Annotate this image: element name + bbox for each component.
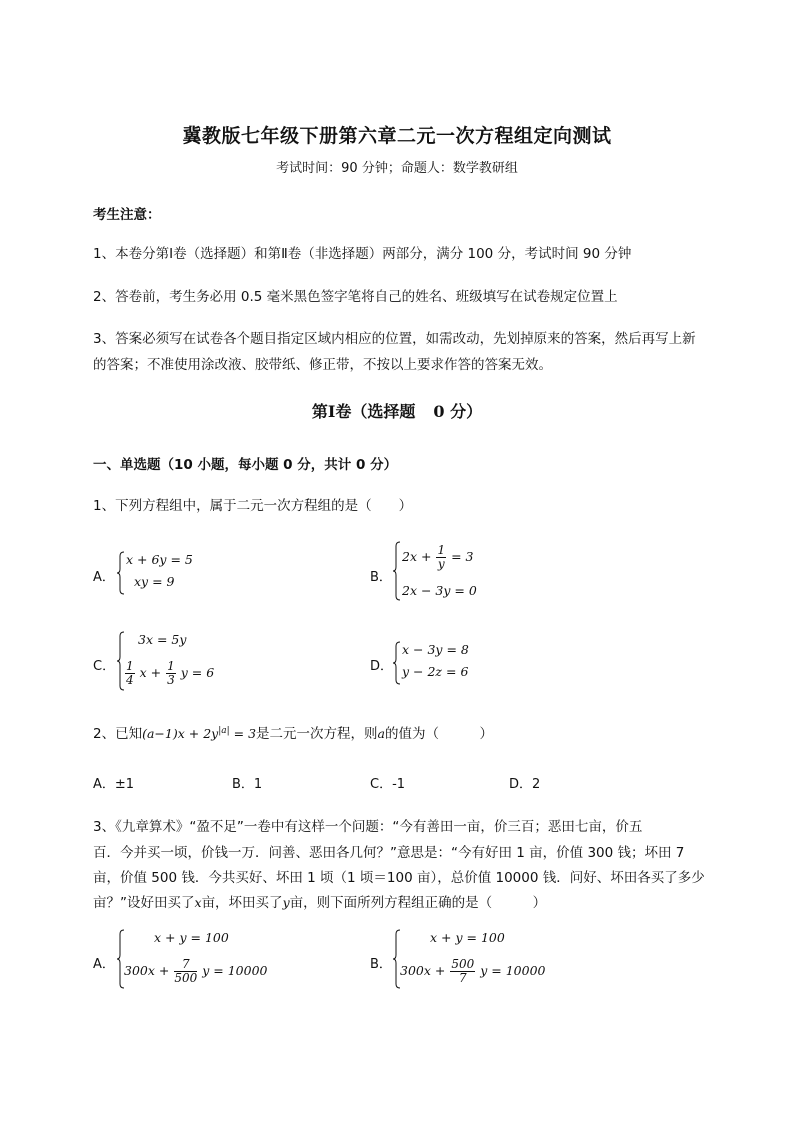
q3-stem-line-4 [93, 891, 546, 911]
q3-var-y: y [282, 895, 290, 910]
section-title-b: 0 分） [433, 402, 483, 421]
exam-info: 考试时间：90 分钟；命题人：数学教研组 [276, 161, 518, 176]
q2-equation [142, 726, 256, 741]
q3-a-eq-1: x + y = 100 [154, 930, 229, 945]
q3-option-b-system[interactable] [392, 928, 546, 990]
q1-b-eq-2: 2x − 3y = 0 [402, 583, 477, 598]
q3-a-frac-num: 7 [174, 958, 197, 972]
q1-option-b-system[interactable] [392, 540, 502, 602]
q3-var-x: x [194, 895, 202, 910]
q3-a-eq-2 [124, 958, 267, 985]
q3-b-eq-1: x + y = 100 [430, 930, 505, 945]
q1-c-frac2-den: 3 [167, 673, 175, 687]
q3-option-a-label[interactable]: A． [93, 957, 115, 972]
q2-exponent: |a| [218, 725, 230, 736]
q3-a-frac-den: 500 [174, 971, 198, 985]
q1-c-eq-2 [124, 660, 214, 687]
q1-c-eq-2-tail: y = 6 [180, 665, 215, 680]
q3-line4-lead: 亩？”设好田买了 [93, 895, 195, 911]
q3-line4-tail: 亩，则下面所列方程组正确的是（ ） [289, 895, 547, 911]
q1-c-eq-2-mid: x + [139, 665, 162, 680]
q1-b-fraction [436, 544, 446, 571]
part-heading: 一、单选题（10 小题，每小题 0 分，共计 0 分） [93, 457, 398, 473]
page-title: 冀教版七年级下册第六章二元一次方程组定向测试 [182, 125, 612, 147]
notice-item-3-line-2: 的答案；不准使用涂改液、胶带纸、修正带，不按以上要求作答的答案无效。 [93, 357, 552, 373]
q1-b-eq-1-lead: 2x + [402, 549, 432, 564]
q3-a-eq-2-tail: y = 10000 [202, 963, 268, 978]
q3-stem-line-1: 3、《九章算术》“盈不足”一卷中有这样一个问题：“今有善田一亩，价三百；恶田七亩，价五 [93, 819, 643, 835]
q1-c-frac1-den: 4 [126, 673, 134, 687]
q3-option-a-system[interactable] [116, 928, 266, 990]
q1-option-a-system[interactable] [116, 550, 216, 596]
q3-stem-line-2: 百．今并买一顷，价钱一万．问善、恶田各几何？”意思是：“今有好田 1 亩，价值 300 钱；坏田 7 [93, 845, 685, 861]
q1-a-eq-1: x + 6y = 5 [126, 552, 193, 567]
q1-option-c-label[interactable]: C． [93, 659, 116, 674]
q3-b-eq-2-tail: y = 10000 [480, 963, 546, 978]
q3-b-frac-den: 7 [458, 971, 467, 985]
q1-option-a-label[interactable]: A． [93, 570, 115, 585]
q2-variable: a [377, 726, 385, 741]
section-title [0, 399, 794, 422]
q3-b-frac-num: 500 [451, 957, 475, 971]
q3-b-eq-2 [400, 958, 545, 985]
brace-icon [116, 550, 126, 596]
notice-item-1: 1、本卷分第Ⅰ卷（选择题）和第Ⅱ卷（非选择题）两部分，满分 100 分，考试时间 90 分钟 [93, 246, 632, 262]
q2-option-c[interactable]: C．-1 [370, 777, 406, 792]
brace-icon [392, 640, 402, 686]
notice-heading: 考生注意： [93, 207, 161, 223]
q3-a-eq-2-lead: 300x + [124, 963, 170, 978]
q1-b-frac-den: y [437, 557, 445, 571]
q2-stem [93, 722, 493, 742]
q3-b-eq-2-lead: 300x + [400, 963, 446, 978]
q3-line4-mid: 亩，坏田买了 [201, 895, 283, 911]
q1-option-c-system[interactable] [116, 630, 226, 692]
q1-option-d-system[interactable] [392, 640, 492, 686]
q2-stem-mid: 是二元一次方程，则 [256, 726, 378, 742]
q1-option-b-label[interactable]: B． [370, 570, 392, 585]
notice-item-2: 2、答卷前，考生务必用 0.5 毫米黑色签字笔将自己的姓名、班级填写在试卷规定位置上 [93, 289, 618, 305]
q1-c-frac1-num: 1 [126, 659, 134, 673]
q2-equation-rhs: = 3 [229, 726, 257, 741]
q1-c-frac2-num: 1 [167, 659, 175, 673]
q3-option-b-label[interactable]: B． [370, 957, 392, 972]
q1-d-eq-1: x − 3y = 8 [402, 642, 469, 657]
q2-option-b[interactable]: B．1 [232, 777, 263, 792]
q2-option-a[interactable]: A．±1 [93, 777, 135, 792]
q3-a-fraction [174, 958, 197, 985]
section-title-a: 第Ⅰ卷（选择题 [311, 402, 416, 421]
q2-stem-tail: 的值为（ ） [384, 726, 493, 742]
q1-b-eq-1-tail: = 3 [451, 549, 474, 564]
q1-c-fraction-1 [125, 660, 135, 687]
q3-b-fraction [450, 958, 475, 985]
q1-d-eq-2: y − 2z = 6 [402, 664, 469, 679]
q2-equation-main: (a−1)x + 2y [142, 726, 219, 741]
q2-stem-lead: 2、已知 [93, 726, 143, 742]
notice-item-3-line-1: 3、答案必须写在试卷各个题目指定区域内相应的位置，如需改动，先划掉原来的答案，然后再写上新 [93, 331, 696, 347]
q1-a-eq-2: xy = 9 [134, 574, 175, 589]
brace-icon [392, 540, 402, 602]
q1-b-frac-num: 1 [437, 543, 446, 557]
q1-c-eq-1: 3x = 5y [138, 632, 187, 647]
q1-stem: 1、下列方程组中，属于二元一次方程组的是（ ） [93, 498, 413, 514]
q3-stem-line-3: 亩，价值 500 钱．今共买好、坏田 1 顷（1 顷＝100 亩），总价值 10000 钱．问好、坏田各买了多少 [93, 870, 705, 886]
q1-option-d-label[interactable]: D． [370, 659, 394, 674]
q1-c-fraction-2 [166, 660, 176, 687]
q2-option-d[interactable]: D．2 [509, 777, 541, 792]
q1-b-eq-1 [402, 544, 473, 571]
